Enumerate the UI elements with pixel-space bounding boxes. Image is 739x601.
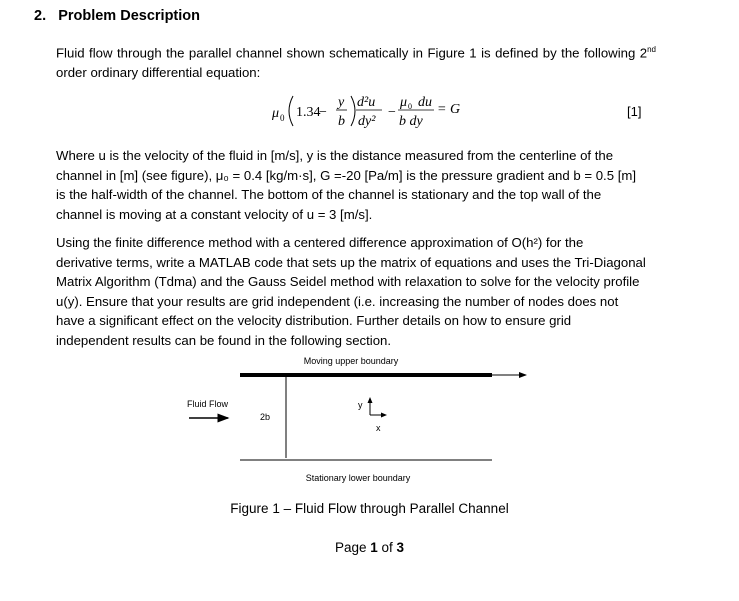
task-line-4: u(y). Ensure that your results are grid independent (i.e. increasing the number of nodes does not (56, 293, 619, 309)
eq-mu0: μ (272, 106, 280, 121)
eq-minus-1: − (319, 105, 327, 120)
eq-coef: 1.34 (296, 105, 321, 120)
page-prefix: Page (334, 540, 371, 555)
eq-du: du (418, 95, 432, 110)
lower-boundary-label: Stationary lower boundary (305, 473, 411, 483)
eq-equals-g: = G (437, 102, 461, 117)
section-number: 2. (34, 8, 47, 24)
page-number (0, 540, 739, 555)
eq-d2u: d²u (357, 95, 376, 110)
eq-b-1: b (338, 114, 345, 129)
task-line-2: derivative terms, write a MATLAB code that sets up the matrix of equations and uses the Tri-Diagonal (56, 254, 646, 270)
eq-minus-2: − (388, 105, 396, 120)
eq-b-dy: b dy (399, 114, 423, 129)
figure-caption: Figure 1 – Fluid Flow through Parallel Channel (230, 501, 509, 516)
eq-mu0-sub-2: 0 (408, 102, 412, 111)
y-axis-label: y (358, 400, 363, 410)
page-total: 3 (396, 540, 405, 555)
upper-boundary-label: Moving upper boundary (303, 356, 399, 366)
fluid-flow-label: Fluid Flow (187, 399, 229, 409)
def-line-1: Where u is the velocity of the fluid in [m/s], y is the distance measured from the centerline of the (56, 148, 614, 163)
task-line-1: Using the finite difference method with a centered difference approximation of O(h²) for the (56, 235, 584, 250)
eq-mu0-sub: 0 (280, 113, 285, 123)
intro-text-b: order ordinary differential equation: (56, 64, 261, 80)
page-current: 1 (370, 540, 378, 555)
section-title: Problem Description (58, 8, 200, 24)
def-line-2: channel in [m] (see figure), μ₀ = 0.4 [kg/m·s], G =-20 [Pa/m] is the pressure gradient and b = 0.5 [m] (56, 167, 637, 183)
x-axis-label: x (376, 423, 381, 433)
eq-mu0-2: μ (400, 95, 408, 110)
equation-number: [1] (627, 104, 642, 119)
eq-dy2: dy² (358, 114, 376, 129)
task-line-3: Matrix Algorithm (Tdma) and the Gauss Seidel method with relaxation to solve for the velocity profile (56, 274, 640, 290)
intro-text-a: Fluid flow through the parallel channel shown schematically in Figure 1 is defined by the following 2 (56, 45, 648, 61)
def-line-4: channel is moving at a constant velocity of u = 3 [m/s]. (56, 206, 373, 222)
task-line-6: independent results can be found in the following section. (56, 332, 392, 348)
eq-y: y (338, 95, 345, 110)
task-line-5: have a significant effect on the velocity distribution. Further details on how to ensure grid (56, 313, 572, 329)
def-line-3: is the half-width of the channel. The bottom of the channel is stationary and the top wall of the (56, 187, 602, 203)
page-of: of (377, 540, 397, 555)
intro-superscript: nd (647, 45, 656, 54)
height-label: 2b (260, 412, 271, 422)
